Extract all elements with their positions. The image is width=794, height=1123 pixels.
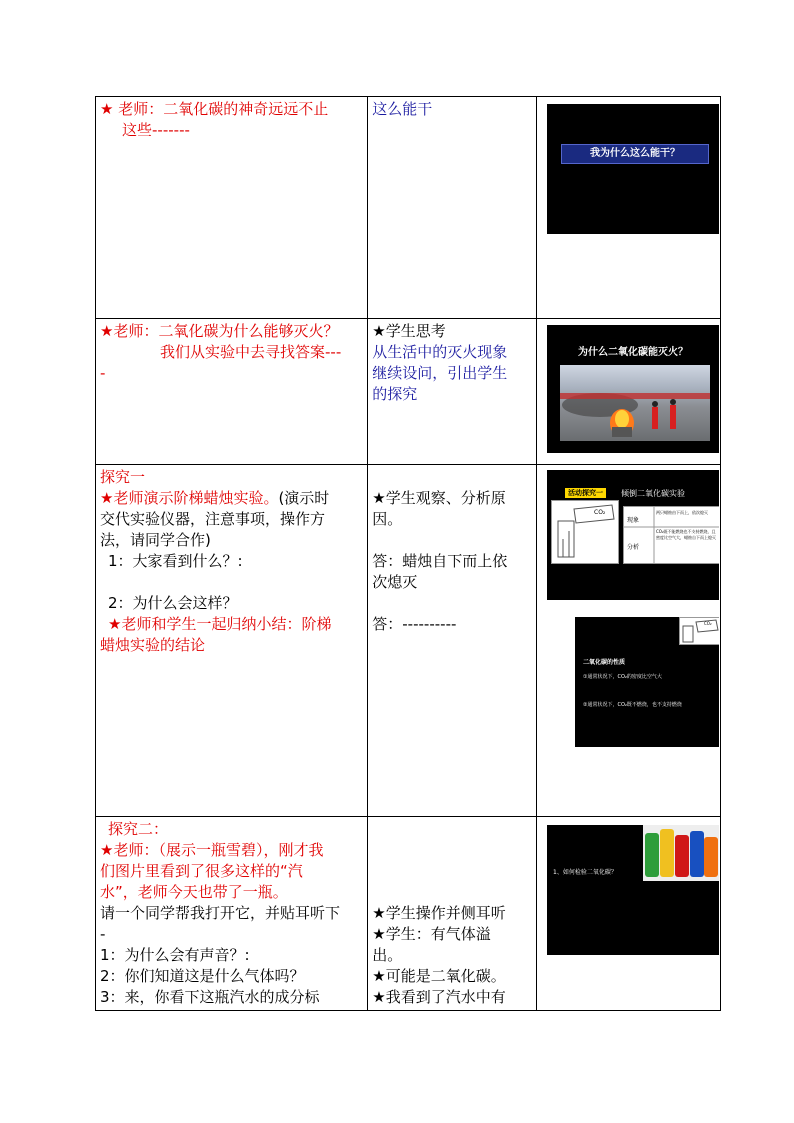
slide-thumbnail <box>547 470 719 600</box>
text-line: 从生活中的灭火现象 <box>372 343 508 361</box>
question-line: 3：来，你看下这瓶汽水的成分标 <box>100 988 320 1006</box>
text-line: ★学生操作并侧耳听 <box>372 904 506 922</box>
experiment-diagram <box>551 500 619 564</box>
text-line: 法，请同学合作) <box>100 531 211 549</box>
text-line: (演示时 <box>278 489 330 507</box>
text-line: 蜡烛实验的结论 <box>100 636 206 654</box>
text-line: 这么能干 <box>372 100 433 118</box>
text-line: 我们从实验中去寻找答案--- <box>160 343 342 361</box>
question-line: 1：为什么会有声音？: <box>100 946 250 964</box>
text-line: ★ 老师：二氧化碳的神奇远远不止 <box>100 100 329 118</box>
text-line: ★学生观察、分析原 <box>372 489 506 507</box>
text-line: 继续设问，引出学生 <box>372 364 508 382</box>
slide-title: 为什么二氧化碳能灭火？ <box>578 347 688 358</box>
text-line: 们图片里看到了很多这样的“汽 <box>100 862 303 880</box>
slide-thumbnail <box>547 104 719 234</box>
slide-title: 我为什么这么能干？ <box>561 144 709 164</box>
section-heading: 探究二： <box>108 820 169 838</box>
question-line: 1：大家看到什么？: <box>108 552 243 570</box>
slide-title: 倾倒二氧化碳实验 <box>621 489 685 498</box>
slide-thumbnail <box>547 325 719 453</box>
student-cell <box>368 817 537 1011</box>
text-line: ★老师：二氧化碳为什么能够灭火？ <box>100 322 339 340</box>
result-table <box>623 506 719 564</box>
co2-label: CO₂ <box>704 621 712 626</box>
text-line: 水”，老师今天也带了一瓶。 <box>100 883 288 901</box>
teacher-cell <box>96 465 368 817</box>
answer-line: 答：---------- <box>372 615 457 633</box>
section-heading: 探究一 <box>100 468 146 486</box>
slide-title: 1、如何检验二氧化碳？ <box>553 869 617 876</box>
slide-thumbnail <box>547 825 719 955</box>
text-line: 交代实验仪器，注意事项，操作方 <box>100 510 326 528</box>
student-cell <box>368 465 537 817</box>
text-line: ★学生思考 <box>372 322 446 340</box>
table-value: 两只蜡烛由下而上，依次熄灭 <box>656 510 708 515</box>
slide-point: ①通常状况下，CO₂的密度比空气大 <box>583 674 662 680</box>
text-line: 这些------- <box>122 121 190 139</box>
question-line: 2：为什么会这样？ <box>108 594 238 612</box>
text-line: ★我看到了汽水中有 <box>372 988 506 1006</box>
student-cell <box>368 97 537 319</box>
text-line: ★可能是二氧化碳。 <box>372 967 506 985</box>
student-cell <box>368 319 537 465</box>
text-line: ★老师演示阶梯蜡烛实验。 <box>100 489 279 507</box>
soda-cans-photo <box>643 825 719 881</box>
slide-point: ②通常状况下，CO₂既不燃烧，也不支持燃烧 <box>583 702 682 708</box>
slide-title: 二氧化碳的性质 <box>583 659 626 666</box>
text-line: ★学生：有气体溢 <box>372 925 491 943</box>
firefighting-photo <box>560 365 710 441</box>
text-line: - <box>100 925 106 943</box>
text-line: - <box>100 364 106 382</box>
text-line: 出。 <box>372 946 403 964</box>
table-key: 分析 <box>627 544 640 551</box>
table-key: 现象 <box>627 517 640 524</box>
text-line: 的探究 <box>372 385 418 403</box>
text-line: 请一个同学帮我打开它，并贴耳听下 <box>100 904 341 922</box>
question-line: 2：你们知道这是什么气体吗？ <box>100 967 305 985</box>
teacher-cell <box>96 817 368 1011</box>
text-line: ★老师和学生一起归纳小结：阶梯 <box>108 615 332 633</box>
table-value: CO₂既不能燃烧也不支持燃烧，且密度比空气大，蜡烛自下而上熄灭 <box>656 529 716 540</box>
teacher-cell <box>96 319 368 465</box>
experiment-diagram <box>679 617 719 645</box>
activity-tag: 活动探究一 <box>565 488 606 498</box>
answer-line: 次熄灭 <box>372 573 418 591</box>
teacher-cell <box>96 97 368 319</box>
text-line: 因。 <box>372 510 403 528</box>
slide-thumbnail <box>575 617 719 747</box>
answer-line: 答：蜡烛自下而上依 <box>372 552 508 570</box>
text-line: ★老师：（展示一瓶雪碧），刚才我 <box>100 841 324 859</box>
co2-label: CO₂ <box>594 509 606 516</box>
